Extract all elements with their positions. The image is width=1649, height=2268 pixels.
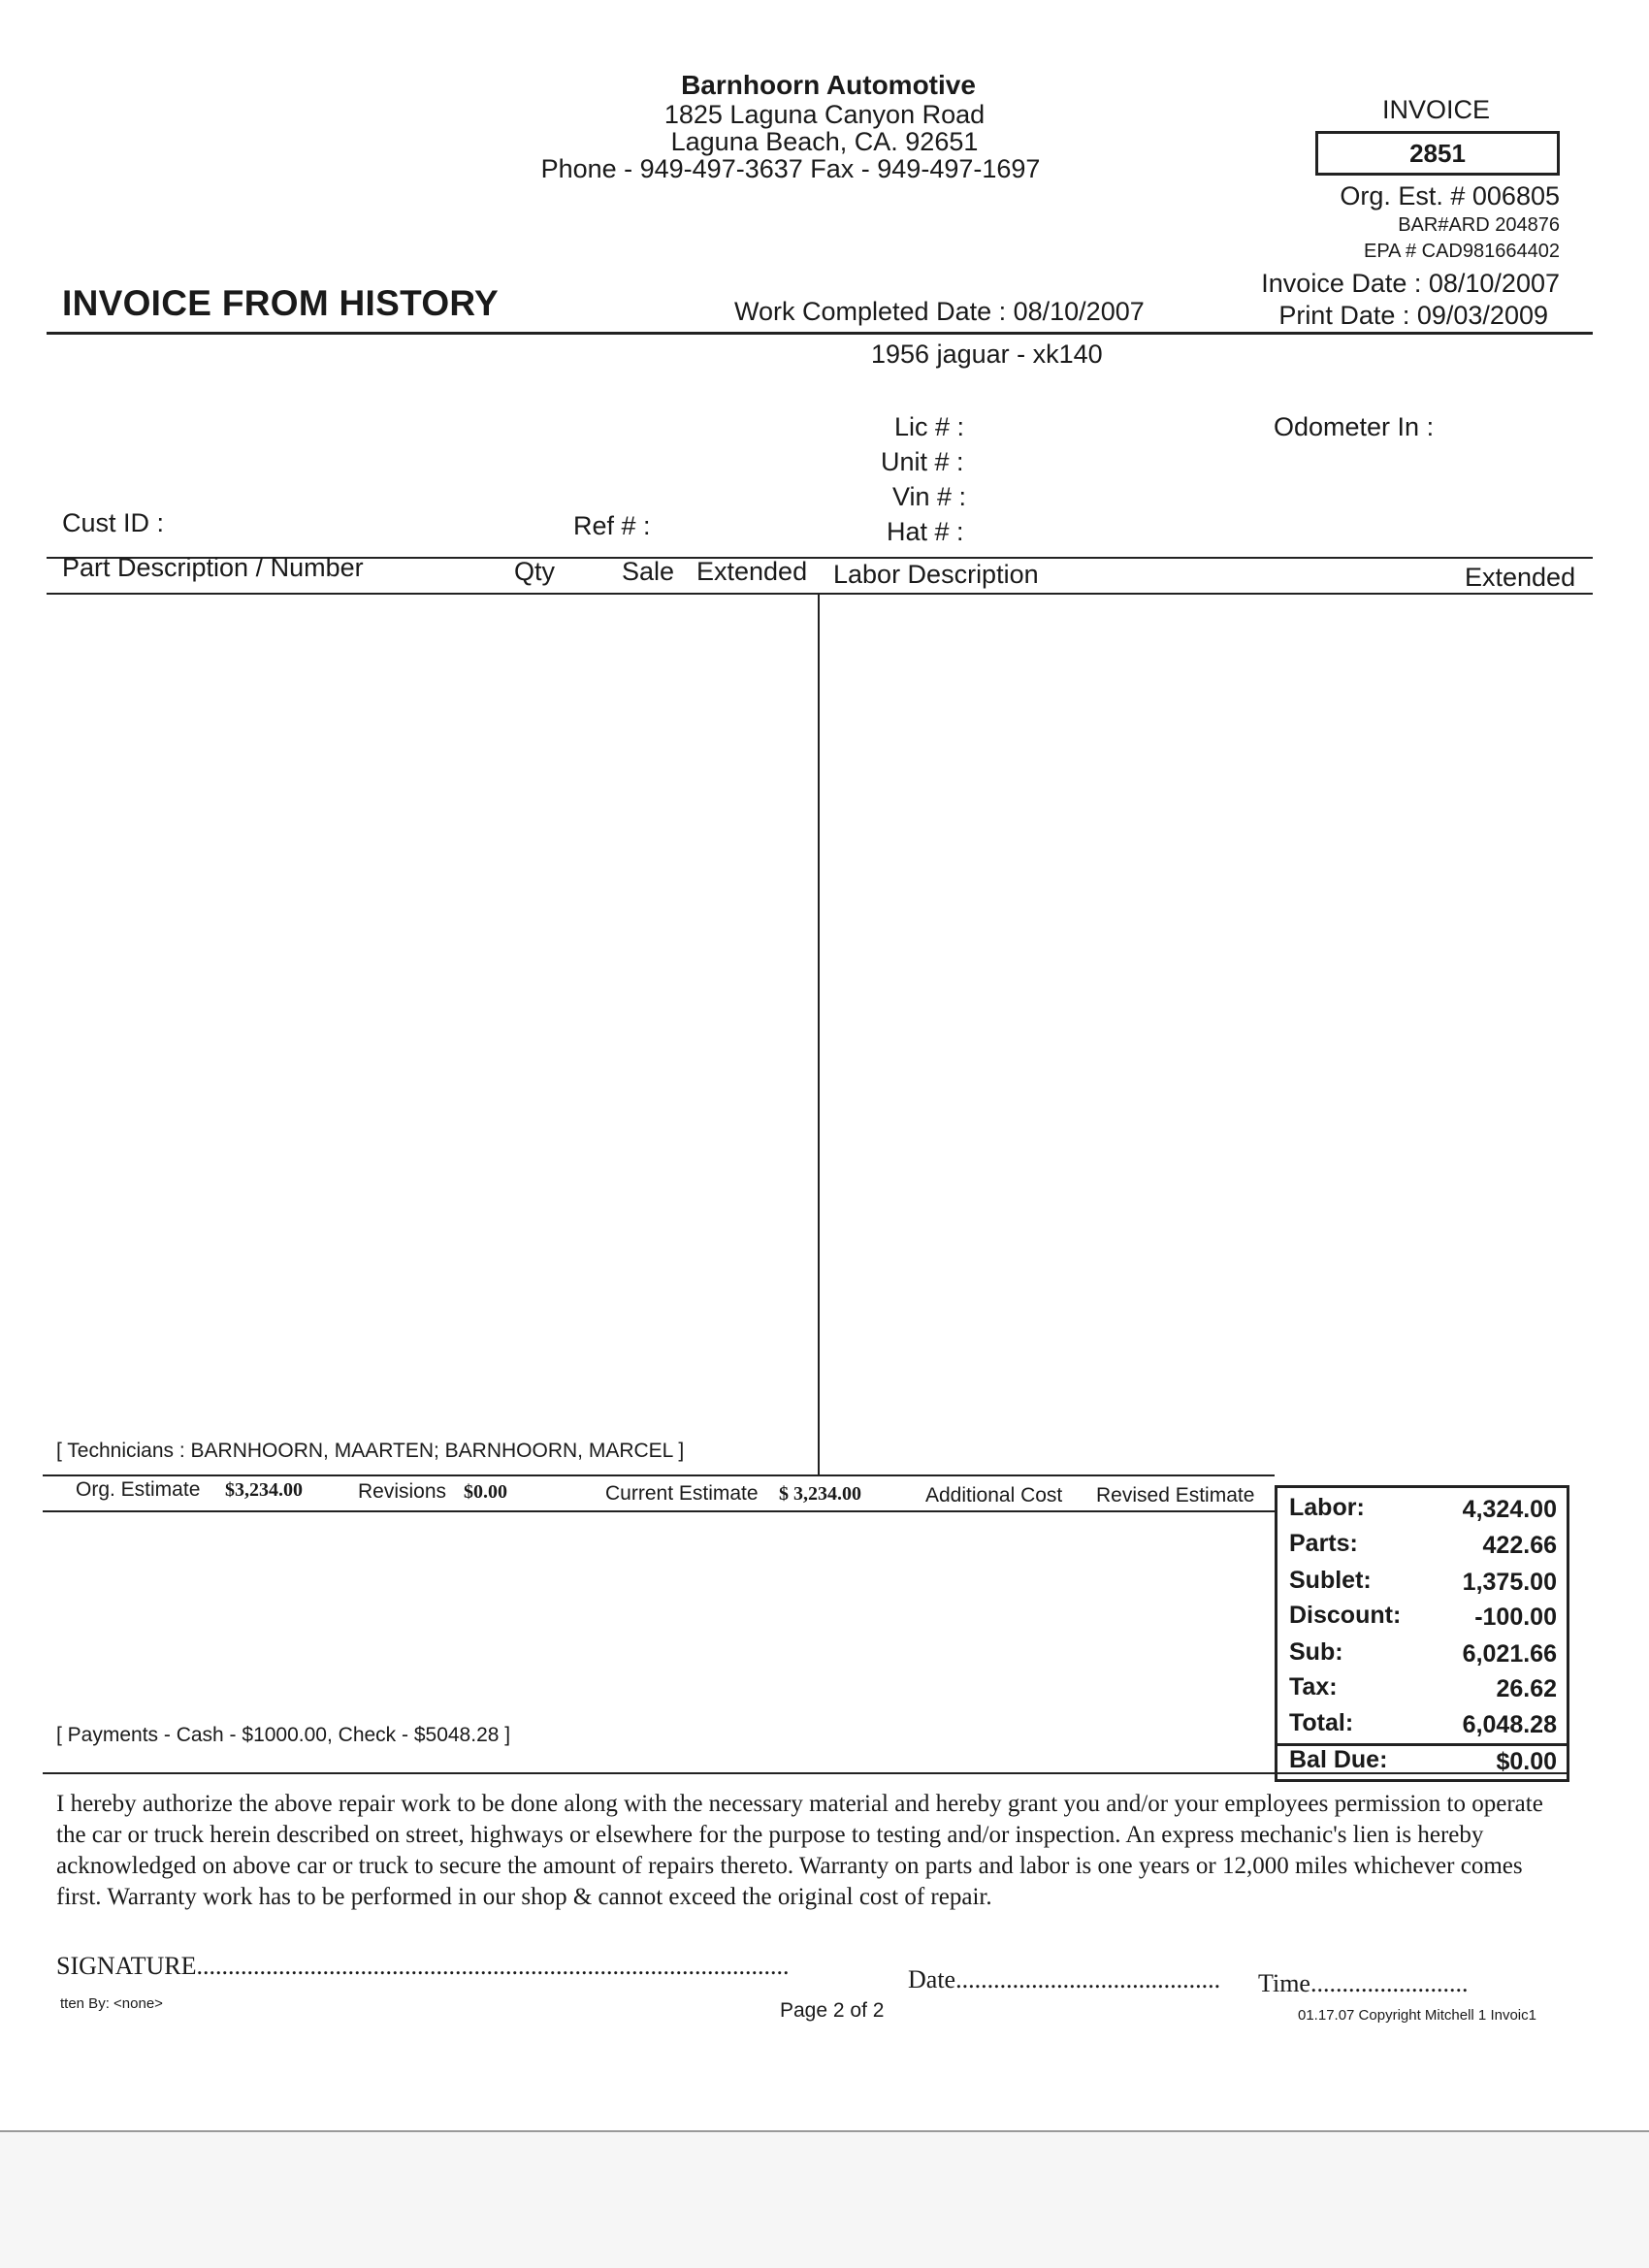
estimate-top-rule <box>43 1474 1275 1476</box>
invoice-label: INVOICE <box>1382 95 1491 124</box>
totals-row-sub <box>1289 1638 1557 1673</box>
odometer-label: Odometer In : <box>1274 412 1435 441</box>
shop-name: Barnhoorn Automotive <box>681 70 976 100</box>
col-labor-description: Labor Description <box>833 560 1039 589</box>
col-sale: Sale <box>622 557 675 586</box>
revisions-value: $0.00 <box>464 1481 507 1503</box>
totals-label: Total: <box>1289 1709 1354 1736</box>
totals-row-discount <box>1289 1602 1557 1636</box>
payments: [ Payments - Cash - $1000.00, Check - $5048.28 ] <box>56 1724 511 1746</box>
org-estimate-label: Org. Estimate <box>76 1478 201 1501</box>
col-part-description: Part Description / Number <box>62 553 364 582</box>
shop-address-line1: 1825 Laguna Canyon Road <box>663 100 986 129</box>
totals-label: Labor: <box>1289 1494 1365 1521</box>
lic-label: Lic # : <box>894 412 965 441</box>
ref-label: Ref # : <box>573 511 651 540</box>
totals-row-tax <box>1289 1673 1557 1708</box>
totals-row-parts <box>1289 1530 1557 1565</box>
totals-value: 6,021.66 <box>1462 1640 1557 1668</box>
totals-value: 26.62 <box>1496 1675 1557 1702</box>
totals-label: Sub: <box>1289 1638 1343 1666</box>
totals-row-sublet <box>1289 1567 1557 1602</box>
current-estimate-label: Current Estimate <box>605 1482 759 1505</box>
additional-cost-label: Additional Cost <box>925 1484 1063 1507</box>
totals-value: $0.00 <box>1496 1748 1557 1775</box>
column-divider <box>818 594 820 1476</box>
totals-row-bal-due <box>1289 1746 1557 1781</box>
date-line: Date.......................................... <box>908 1965 1221 1993</box>
invoice-number-box <box>1315 131 1560 176</box>
totals-value: -100.00 <box>1474 1604 1557 1631</box>
scan-bottom-margin <box>0 2132 1649 2268</box>
current-estimate-value: $ 3,234.00 <box>779 1483 861 1505</box>
totals-value: 1,375.00 <box>1462 1569 1557 1596</box>
signature-line: SIGNATURE.............................................................................................. <box>56 1952 790 1980</box>
org-estimate-value: $3,234.00 <box>225 1479 303 1501</box>
invoice-number: 2851 <box>1409 139 1466 168</box>
copyright: 01.17.07 Copyright Mitchell 1 Invoic1 <box>1298 2007 1536 2024</box>
cust-id-label: Cust ID : <box>62 508 165 537</box>
totals-label: Sublet: <box>1289 1567 1372 1594</box>
org-estimate-number: Org. Est. # 006805 <box>1340 181 1560 211</box>
technicians: [ Technicians : BARNHOORN, MAARTEN; BARNHOORN, MARCEL ] <box>56 1440 685 1462</box>
epa-number: EPA # CAD981664402 <box>1363 241 1560 262</box>
written-by: tten By: <none> <box>60 1995 163 2012</box>
totals-value: 422.66 <box>1482 1532 1557 1559</box>
title-divider <box>47 332 1593 335</box>
totals-value: 4,324.00 <box>1462 1496 1557 1523</box>
totals-label: Tax: <box>1289 1673 1338 1701</box>
work-completed-date: Work Completed Date : 08/10/2007 <box>734 297 1145 326</box>
shop-phone-fax: Phone - 949-497-3637 Fax - 949-497-1697 <box>540 154 1041 183</box>
totals-label: Discount: <box>1289 1602 1402 1629</box>
shop-address-line2: Laguna Beach, CA. 92651 <box>670 127 979 156</box>
header-bottom-rule <box>47 593 1593 595</box>
totals-label: Bal Due: <box>1289 1746 1388 1773</box>
unit-label: Unit # : <box>881 447 964 476</box>
vehicle-description: 1956 jaguar - xk140 <box>871 340 1103 369</box>
totals-value: 6,048.28 <box>1462 1711 1557 1738</box>
totals-row-labor <box>1289 1494 1557 1529</box>
invoice-date: Invoice Date : 08/10/2007 <box>1261 269 1560 298</box>
col-labor-extended: Extended <box>1465 563 1576 592</box>
revised-estimate-label: Revised Estimate <box>1096 1484 1255 1507</box>
estimate-bottom-rule <box>43 1510 1275 1512</box>
col-qty: Qty <box>514 557 556 586</box>
revisions-label: Revisions <box>358 1480 447 1503</box>
page-title: INVOICE FROM HISTORY <box>62 283 500 323</box>
col-extended: Extended <box>696 557 808 586</box>
print-date: Print Date : 09/03/2009 <box>1278 301 1548 330</box>
authorization-text: I hereby authorize the above repair work to be done along with the necessary material and hereby grant you and/or your employees permission to operate the car or truck herein described on street, highways or elsewhere for the purpose to testing and/or inspection. An express mechanic's lien is hereby acknowledged on above car or truck to secure the amount of repairs thereto. Warranty on parts and labor is one years or 12,000 miles whichever comes first. Warranty work has to be performed in our shop & cannot exceed the original cost of repair. <box>56 1791 1543 1910</box>
hat-label: Hat # : <box>887 517 964 546</box>
totals-box <box>1275 1485 1569 1782</box>
vin-label: Vin # : <box>892 482 967 511</box>
totals-row-total <box>1289 1709 1557 1744</box>
totals-label: Parts: <box>1289 1530 1358 1557</box>
bar-number: BAR#ARD 204876 <box>1398 214 1560 236</box>
time-line: Time......................... <box>1258 1969 1469 1997</box>
page-number: Page 2 of 2 <box>780 1999 885 2022</box>
